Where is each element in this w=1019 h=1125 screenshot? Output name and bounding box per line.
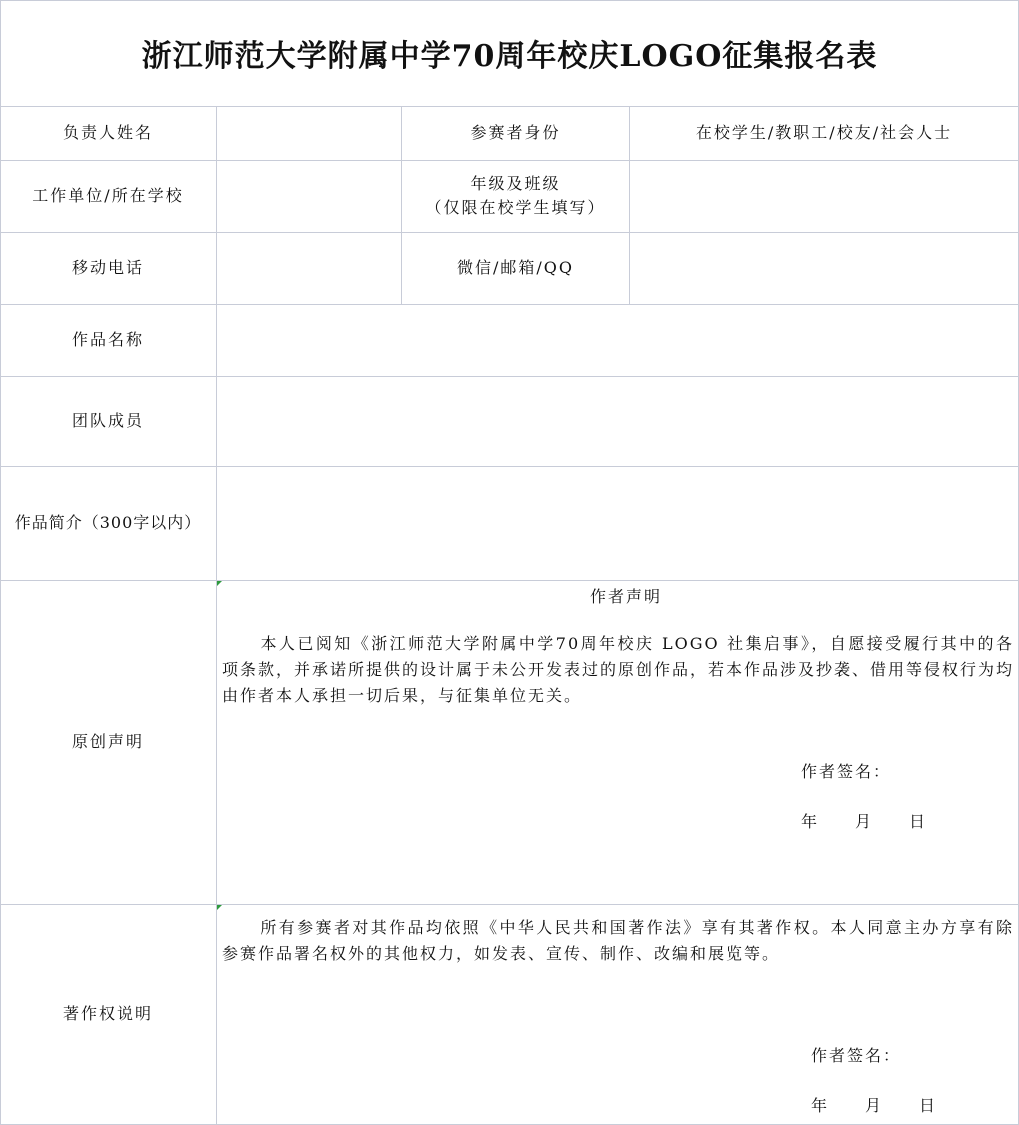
grade-label-line2: （仅限在校学生填写） bbox=[425, 198, 606, 217]
original-signature: 作者签名： bbox=[801, 762, 892, 781]
grade-input[interactable] bbox=[630, 161, 1018, 232]
leader-name-label: 负责人姓名 bbox=[62, 123, 153, 142]
grade-label bbox=[402, 160, 629, 232]
comment-marker-icon bbox=[217, 905, 222, 910]
identity-label: 参赛者身份 bbox=[470, 123, 561, 142]
original-label: 原创声明 bbox=[71, 732, 144, 751]
workplace-input[interactable] bbox=[217, 161, 401, 232]
copyright-label: 著作权说明 bbox=[62, 1004, 153, 1023]
phone-input[interactable] bbox=[217, 233, 401, 304]
grid-line bbox=[0, 0, 1019, 1]
contact-label: 微信/邮箱/QQ bbox=[456, 258, 575, 277]
original-heading: 作者声明 bbox=[590, 587, 663, 606]
leader-name-input[interactable] bbox=[217, 107, 401, 160]
form-title: 浙江师范大学附属中学70周年校庆LOGO征集报名表 bbox=[141, 39, 878, 74]
team-label: 团队成员 bbox=[71, 411, 144, 430]
identity-options[interactable]: 在校学生/教职工/校友/社会人士 bbox=[695, 123, 953, 142]
original-text bbox=[222, 631, 1014, 709]
original-date: 年 月 日 bbox=[801, 812, 928, 831]
team-input[interactable] bbox=[217, 377, 1018, 466]
comment-marker-icon bbox=[217, 581, 222, 586]
phone-label: 移动电话 bbox=[71, 258, 144, 277]
work-name-input[interactable] bbox=[217, 305, 1018, 376]
contact-input[interactable] bbox=[630, 233, 1018, 304]
workplace-label: 工作单位/所在学校 bbox=[32, 186, 184, 205]
copyright-signature: 作者签名： bbox=[811, 1046, 902, 1065]
original-text-body: 本人已阅知《浙江师范大学附属中学70周年校庆 LOGO 社集启事》，自愿接受履行其中的各项条款，并承诺所提供的设计属于未公开发表过的原创作品，若本作品涉及抄袭、借用等侵权行为均由作者本人承担一切后果，与征集单位无关。 bbox=[222, 634, 1015, 705]
copyright-text-body: 所有参赛者对其作品均依照《中华人民共和国著作法》享有其著作权。本人同意主办方享有除参赛作品署名权外的其他权力，如发表、宣传、制作、改编和展览等。 bbox=[222, 918, 1014, 963]
work-name-label: 作品名称 bbox=[71, 330, 144, 349]
copyright-text bbox=[222, 915, 1014, 967]
intro-input[interactable] bbox=[217, 467, 1018, 580]
intro-label: 作品简介（300字以内） bbox=[14, 513, 202, 532]
copyright-date: 年 月 日 bbox=[811, 1096, 938, 1115]
grade-label-line1: 年级及班级 bbox=[470, 174, 561, 193]
